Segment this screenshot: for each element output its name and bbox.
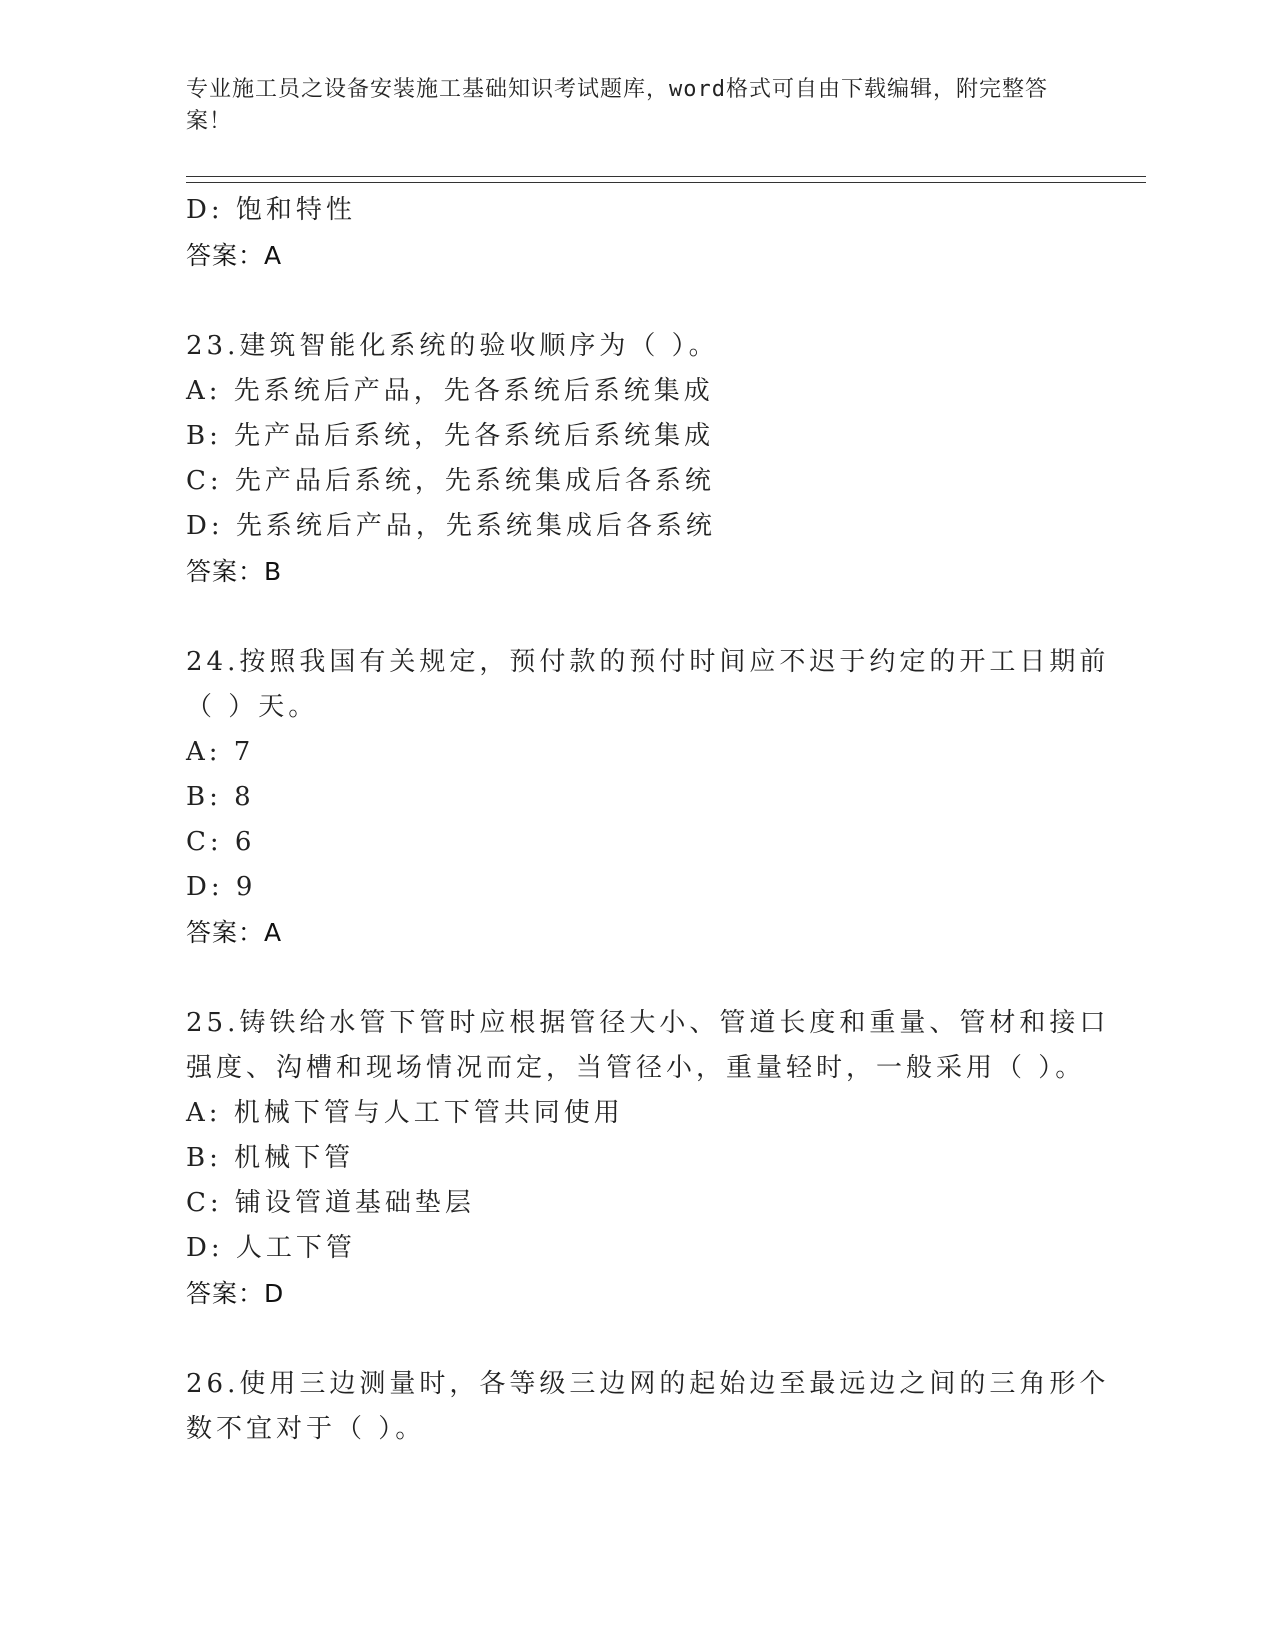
option-c: C: 铺设管道基础垫层	[186, 1188, 475, 1218]
header-divider-top	[186, 176, 1146, 177]
spacer	[186, 956, 1086, 1001]
option-b: B: 机械下管	[186, 1143, 355, 1173]
option-a: A: 机械下管与人工下管共同使用	[186, 1098, 624, 1128]
document-header: 专业施工员之设备安装施工基础知识考试题库，word格式可自由下载编辑，附完整答案！	[186, 77, 1048, 134]
option-a: A: 7	[186, 737, 255, 767]
spacer	[186, 595, 1086, 640]
question-24	[186, 640, 1110, 956]
document-body	[186, 188, 1110, 1452]
answer-line: 答案：B	[186, 557, 283, 586]
question-23	[186, 324, 1086, 595]
answer-line: 答案：A	[186, 241, 283, 270]
question-text: 23.建筑智能化系统的验收顺序为（ ）。	[186, 331, 719, 361]
option-b: B: 8	[186, 782, 255, 812]
question-25	[186, 1001, 1110, 1317]
option-a: A: 先系统后产品，先各系统后系统集成	[186, 376, 714, 406]
option-d: D: 饱和特性	[186, 195, 356, 225]
header-divider-bottom	[186, 182, 1146, 183]
option-d: D: 人工下管	[186, 1233, 356, 1263]
spacer	[186, 279, 1086, 324]
option-c: C: 先产品后系统，先系统集成后各系统	[186, 466, 715, 496]
answer-line: 答案：A	[186, 918, 283, 947]
question-text: 强度、沟槽和现场情况而定，当管径小，重量轻时，一般采用（ ）。	[186, 1053, 1086, 1083]
spacer	[186, 1317, 1086, 1362]
question-text: 数不宜对于（ ）。	[186, 1414, 426, 1444]
option-d: D: 9	[186, 872, 257, 902]
option-b: B: 先产品后系统，先各系统后系统集成	[186, 421, 715, 451]
question-text: （ ）天。	[186, 692, 319, 722]
question-text: 26.使用三边测量时，各等级三边网的起始边至最远边之间的三角形个	[186, 1369, 1110, 1399]
option-d: D: 先系统后产品，先系统集成后各系统	[186, 511, 716, 541]
answer-line: 答案：D	[186, 1279, 285, 1308]
question-text: 24.按照我国有关规定，预付款的预付时间应不迟于约定的开工日期前	[186, 647, 1110, 677]
question-26	[186, 1362, 1110, 1452]
option-c: C: 6	[186, 827, 256, 857]
question-text: 25.铸铁给水管下管时应根据管径大小、管道长度和重量、管材和接口	[186, 1008, 1110, 1038]
